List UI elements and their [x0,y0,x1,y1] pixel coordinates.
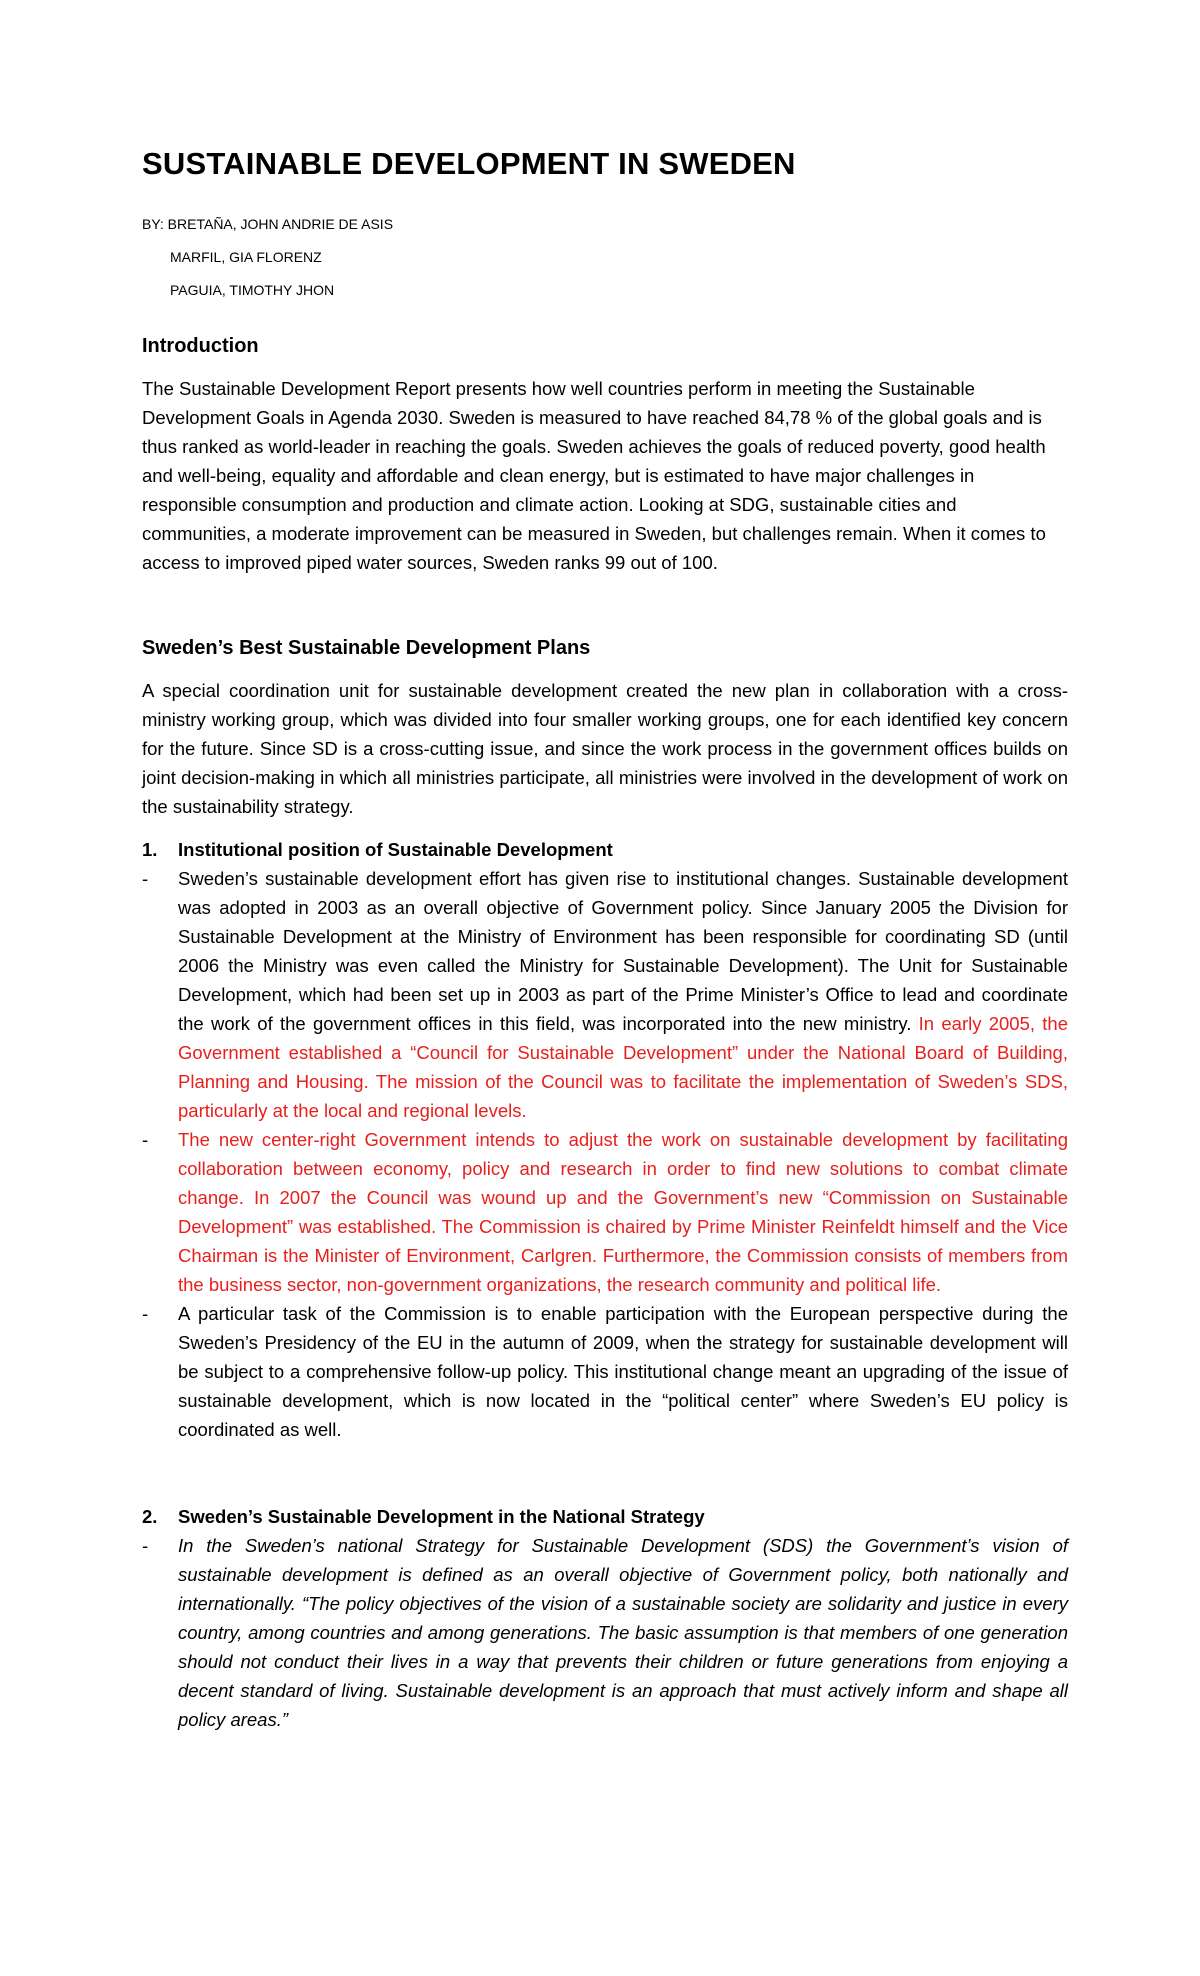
bullet-item [142,1299,1068,1444]
bullet-text-italic: In the Sweden’s national Strategy for Sustainable Development (SDS) the Government’s vision of sustainable development is defined as an overall objective of Government policy, both nationally and internationally. “The policy objectives of the vision of a sustainable society are solidarity and justice in every country, among countries and among generations. The basic assumption is that members of one generation should not conduct their lives in a way that prevents their children or future generations from enjoying a decent standard of living. Sustainable development is an approach that must actively inform and shape all policy areas.” [178,1535,1068,1730]
plans-paragraph: A special coordination unit for sustainable development created the new plan in collaboration with a cross-ministry working group, which was divided into four smaller working groups, one for each identified key concern for the future. Since SD is a cross-cutting issue, and since the work process in the government offices builds on joint decision-making in which all ministries participate, all ministries were involved in the development of work on the sustainability strategy. [142,680,1068,817]
bullet-dash: - [142,1535,149,1556]
plans-heading: Sweden’s Best Sustainable Development Plans [142,637,591,659]
bullet-text [178,864,1068,1125]
section-institutional-position [142,835,1068,1444]
document-title: SUSTAINABLE DEVELOPMENT IN SWEDEN [142,146,796,181]
section-number: 1. [142,839,158,860]
section-number: 2. [142,1506,158,1527]
introduction-heading: Introduction [142,335,259,357]
section-title: Institutional position of Sustainable Development [178,839,613,860]
author-line: MARFIL, GIA FLORENZ [170,249,322,265]
bullet-item [142,864,1068,1125]
bullet-text-highlighted: In early 2005, the Government established a “Council for Sustainable Development” under the National Board of Building, Planning and Housing. The mission of the Council was to facilitate the implementation of Sweden’s SDS, particularly at the local and regional levels. [178,1013,1068,1121]
introduction-paragraph: The Sustainable Development Report presents how well countries perform in meeting the Sustainable Development Goals in Agenda 2030. Sweden is measured to have reached 84,78 % of the global goals and is thus ranked as world-leader in reaching the goals. Sweden achieves the goals of reduced poverty, good health and well-being, equality and affordable and clean energy, but is estimated to have major challenges in responsible consumption and production and climate action. Looking at SDG, sustainable cities and communities, a moderate improvement can be measured in Sweden, but challenges remain. When it comes to access to improved piped water sources, Sweden ranks 99 out of 100. [142,378,1046,573]
author-line: BY: BRETAÑA, JOHN ANDRIE DE ASIS [142,216,394,232]
bullet-dash: - [142,868,149,889]
author-line: PAGUIA, TIMOTHY JHON [170,282,335,298]
bullet-text-normal: Sweden’s sustainable development effort has given rise to institutional changes. Sustainable development was adopted in 2003 as an overall objective of Government policy. Since January 2005 the Division for Sustainable Development at the Ministry of Environment has been responsible for coordinating SD (until 2006 the Ministry was even called the Ministry for Sustainable Development). The Unit for Sustainable Development, which had been set up in 2003 as part of the Prime Minister’s Office to lead and coordinate the work of the government offices in this field, was incorporated into the new ministry. [178,868,1068,1034]
bullet-dash: - [142,1129,149,1150]
section-national-strategy [142,1502,1068,1734]
bullet-item [142,1531,1068,1734]
author-list [142,208,1068,307]
bullet-text-highlighted: The new center-right Government intends to adjust the work on sustainable development by facilitating collaboration between economy, policy and research in order to find new solutions to combat climate change. In 2007 the Council was wound up and the Government’s new “Commission on Sustainable Development” was established. The Commission is chaired by Prime Minister Reinfeldt himself and the Vice Chairman is the Minister of Environment, Carlgren. Furthermore, the Commission consists of members from the business sector, non-government organizations, the research community and political life. [178,1129,1068,1295]
section-heading [142,1502,1068,1531]
bullet-dash: - [142,1303,149,1324]
bullet-text: A particular task of the Commission is to enable participation with the European perspective during the Sweden’s Presidency of the EU in the autumn of 2009, when the strategy for sustainable development will be subject to a comprehensive follow-up policy. This institutional change meant an upgrading of the issue of sustainable development, which is now located in the “political center” where Sweden’s EU policy is coordinated as well. [178,1303,1068,1440]
document-body [142,146,1068,1734]
section-heading [142,835,1068,864]
bullet-item [142,1125,1068,1299]
section-title: Sweden’s Sustainable Development in the National Strategy [178,1506,705,1527]
